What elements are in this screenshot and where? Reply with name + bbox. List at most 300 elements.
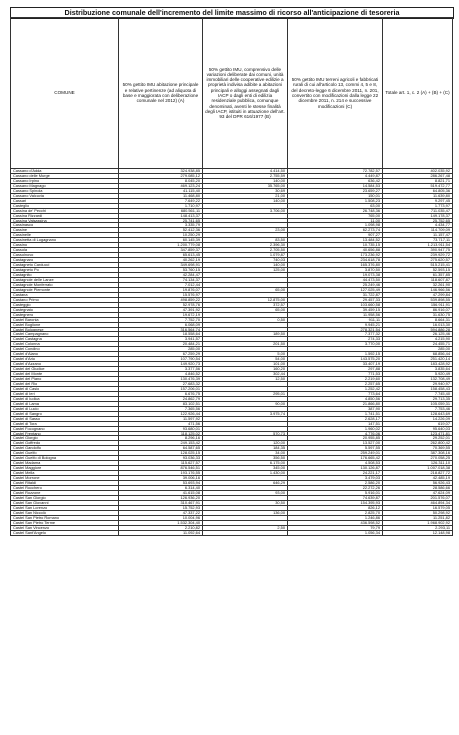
cell-col-a: 3.941,57 (119, 337, 203, 342)
cell-col-c: 2.586,20 (288, 481, 383, 486)
cell-col-c: 2.219,60 (288, 377, 383, 382)
cell-col-b: 83,50 (203, 238, 288, 243)
cell-comune: Castel Focognano (11, 426, 119, 431)
cell-col-b: 101,00 (203, 362, 288, 367)
cell-comune: Castel Rozzone (11, 490, 119, 495)
cell-col-a: 41.115,40 (119, 188, 203, 193)
cell-total: 126.311,10 (383, 461, 453, 466)
cell-comune: Castano Primo (11, 297, 119, 302)
cell-col-c: 4.449,87 (288, 173, 383, 178)
cell-col-c: 3.770,00 (288, 342, 383, 347)
cell-col-b: 23,00 (203, 228, 288, 233)
cell-col-a: 471,56 (119, 421, 203, 426)
cell-col-a: 4.846,52 (119, 372, 203, 377)
cell-total: 11.639,80 (383, 193, 453, 198)
cell-col-c: 1.246,86 (288, 515, 383, 520)
cell-comune: Castel San Niccolò (11, 510, 119, 515)
cell-total: 239.929,72 (383, 253, 453, 258)
cell-col-c: 2.628,17 (288, 416, 383, 421)
cell-col-a: 15.752,93 (119, 505, 203, 510)
cell-col-b: 356,50 (203, 456, 288, 461)
cell-col-b: 2.755,59 (203, 173, 288, 178)
cell-total: 1.968.902,92 (383, 520, 453, 525)
cell-col-a: 7.649,22 (119, 198, 203, 203)
cell-col-a: 6.676,75 (119, 391, 203, 396)
cell-col-b: 65,00 (203, 287, 288, 292)
cell-comune: Castel Madama (11, 461, 119, 466)
cell-total: 390.947,75 (383, 248, 453, 253)
cell-comune: Castel San Vincenzo (11, 525, 119, 530)
cell-col-a: 347.859,37 (119, 248, 203, 253)
cell-total: 29.252,01 (383, 436, 453, 441)
cell-comune: Castel Castagna (11, 337, 119, 342)
cell-comune: Castegnato (11, 307, 119, 312)
header-comune: COMUNE (11, 18, 119, 169)
cell-col-a: 1.532.304,40 (119, 520, 203, 525)
cell-col-b: 372,57 (203, 302, 288, 307)
cell-col-b: 136,00 (203, 510, 288, 515)
cell-col-a: 498.859,22 (119, 297, 203, 302)
cell-total: 56.926,43 (383, 481, 453, 486)
cell-col-b: 4.414,50 (203, 169, 288, 174)
cell-col-b (203, 530, 288, 535)
cell-comune: Castel di Iudica (11, 396, 119, 401)
cell-total: 218.827,72 (383, 471, 453, 476)
cell-col-b: 34,00 (203, 451, 288, 456)
cell-comune: Cassano Magnago (11, 183, 119, 188)
cell-comune: Castel Rocchero (11, 486, 119, 491)
cell-col-b: 54,00 (203, 357, 288, 362)
cell-col-a: 52.412,36 (119, 228, 203, 233)
cell-col-a: 1.710,97 (119, 203, 203, 208)
cell-comune: Castel Condino (11, 347, 119, 352)
cell-total: 402.035,92 (383, 169, 453, 174)
cell-comune: Cassinasco (11, 223, 119, 228)
cell-comune: Castel Mella (11, 471, 119, 476)
cell-col-c: 907,27 (288, 233, 383, 238)
cell-total: 132.708,49 (383, 377, 453, 382)
cell-total: 270.058,25 (383, 456, 453, 461)
cell-comune: Cassina de' Pecchi (11, 208, 119, 213)
cell-comune: Castel di Lama (11, 401, 119, 406)
cell-col-a: 53.760,15 (119, 268, 203, 273)
cell-col-c: 4.850,56 (288, 396, 383, 401)
cell-comune: Cassine (11, 228, 119, 233)
cell-col-c: 1.508,23 (288, 198, 383, 203)
cell-total: 2.293,11 (383, 525, 453, 530)
cell-comune: Castagnole Piemonte (11, 287, 119, 292)
header-col-a: 50% gettito IMU abitazione principale e relative pertinenze (ad aliquota di base e maggiorata con deliberazione comunale nel 2012) (A) (119, 18, 203, 169)
cell-col-a: 680.561,11 (119, 208, 203, 213)
cell-comune: Cassari (11, 198, 119, 203)
cell-total: 29.713,35 (383, 396, 453, 401)
cell-total: 26.125,46 (383, 332, 453, 337)
cell-col-a: 3.335,79 (119, 223, 203, 228)
cell-col-c: 5.597,55 (288, 446, 383, 451)
cell-col-a: 7.365,56 (119, 406, 203, 411)
cell-col-c: 63,00 (288, 203, 383, 208)
cell-total: 183.428,92 (383, 362, 453, 367)
cell-comune: Castel San Lorenzo (11, 505, 119, 510)
cell-col-b: 3.706,00 (203, 208, 288, 213)
cell-col-b: 1.430,00 (203, 471, 288, 476)
cell-col-c: 765,00 (288, 213, 383, 218)
cell-comune: Castel d'Azzano (11, 362, 119, 367)
cell-comune: Castana (11, 292, 119, 297)
cell-total: 1.773,97 (383, 203, 453, 208)
cell-col-c: 2.257,65 (288, 381, 383, 386)
cell-col-b: 140,00 (203, 178, 288, 183)
cell-col-b: 302,44 (203, 372, 288, 377)
cell-col-c: 22.272,26 (288, 486, 383, 491)
cell-total: 12.148,98 (383, 530, 453, 535)
cell-total: 47.299,84 (383, 292, 453, 297)
cell-col-a: 126.936,20 (119, 495, 203, 500)
cell-col-a: 53.693,94 (119, 481, 203, 486)
cell-total: 114.709,09 (383, 228, 453, 233)
cell-total: 539.898,55 (383, 297, 453, 302)
table-header-row (11, 18, 453, 169)
cell-comune: Cassano Spinola (11, 188, 119, 193)
cell-total: 262.800,42 (383, 441, 453, 446)
cell-col-c: 19.073,38 (288, 273, 383, 278)
cell-total: 619,07 (383, 421, 453, 426)
cell-comune: Castel d'Aiano (11, 352, 119, 357)
cell-comune: Castel di Sangro (11, 411, 119, 416)
cell-total: 9.297,45 (383, 198, 453, 203)
cell-comune: Castel del Giudice (11, 367, 119, 372)
cell-col-c: 13.484,52 (288, 238, 383, 243)
cell-col-b: 120,00 (203, 441, 288, 446)
cell-comune: Casteglio (11, 203, 119, 208)
cell-comune: Castel Goffredo (11, 441, 119, 446)
cell-comune: Castel del Rio (11, 381, 119, 386)
cell-comune: Castel di Ieri (11, 391, 119, 396)
cell-col-c: 26.748,36 (288, 208, 383, 213)
cell-col-c: 1.741,51 (288, 411, 383, 416)
cell-total: 31.630,75 (383, 312, 453, 317)
cell-comune: Casteggio (11, 302, 119, 307)
cell-total: 1.213.911,54 (383, 243, 453, 248)
cell-col-c: 14.584,53 (288, 183, 383, 188)
cell-col-a: 8.296,16 (119, 436, 203, 441)
cell-col-c: 13.527,00 (288, 441, 383, 446)
cell-col-a: 18.558,64 (119, 332, 203, 337)
cell-col-b: 140,00 (203, 198, 288, 203)
cell-total: 29.940,97 (383, 381, 453, 386)
cell-col-c: 436.598,52 (288, 520, 383, 525)
cell-col-a: 122.926,44 (119, 411, 203, 416)
cell-col-b: 30,50 (203, 500, 288, 505)
cell-col-c: 79,79 (288, 525, 383, 530)
cell-col-a: 41.615,08 (119, 490, 203, 495)
cell-col-a: 42.284,47 (119, 273, 203, 278)
cell-total: 118.607,87 (383, 277, 453, 282)
cell-comune: Castel San Pietro Romano (11, 515, 119, 520)
cell-col-c: 5.916,01 (288, 490, 383, 495)
cell-comune: Castel del Monte (11, 372, 119, 377)
cell-comune: Cassola (11, 248, 119, 253)
cell-col-a: 39.006,16 (119, 476, 203, 481)
cell-col-b: 6.175,00 (203, 461, 288, 466)
cell-col-a: 324.938,85 (119, 169, 203, 174)
cell-comune: Castel Guelfo (11, 451, 119, 456)
cell-col-a: 876.546,51 (119, 466, 203, 471)
cell-col-b: 2.705,50 (203, 248, 288, 253)
cell-comune: Castel Sant'Angelo (11, 530, 119, 535)
cell-col-a: 469.123,24 (119, 183, 203, 188)
cell-col-c: 143.575,20 (288, 357, 383, 362)
cell-col-c: 103.660,58 (288, 302, 383, 307)
cell-total: 519.472,77 (383, 183, 453, 188)
cell-col-c: 39.459,15 (288, 307, 383, 312)
cell-total: 7.745,40 (383, 391, 453, 396)
cell-col-a: 11.597,92 (119, 416, 203, 421)
cell-total: 285,00 (383, 347, 453, 352)
cell-comune: Castel Campagnano (11, 332, 119, 337)
cell-total: 61.357,85 (383, 273, 453, 278)
cell-comune: Castagnaro (11, 258, 119, 263)
cell-col-c: 20.955,85 (288, 436, 383, 441)
cell-total: 105.059,31 (383, 401, 453, 406)
cell-col-a: 40.262,19 (119, 258, 203, 263)
cell-col-c: 11.958,56 (288, 312, 383, 317)
cell-total: 95.640,03 (383, 426, 453, 431)
cell-col-a: 130.476,39 (119, 377, 203, 382)
cell-col-c: 150,01 (288, 193, 383, 198)
cell-comune: Castagnole delle Lanze (11, 277, 119, 282)
cell-col-a: 6.314,40 (119, 486, 203, 491)
cell-comune: Castel di Lucio (11, 406, 119, 411)
cell-col-a: 27.683,32 (119, 381, 203, 386)
cell-col-c: 826,12 (288, 505, 383, 510)
header-total: Totale art. 1, c. 2 (A) + (B) + (C) (383, 18, 453, 169)
cell-col-a: 19.672,19 (119, 312, 203, 317)
cell-comune: Castel San Pietro Terme (11, 520, 119, 525)
cell-col-b: 3.975,74 (203, 411, 288, 416)
cell-col-b: 160,20 (203, 367, 288, 372)
cell-col-a: 115.627,57 (119, 461, 203, 466)
cell-comune: Castel Giorgio (11, 436, 119, 441)
cell-col-c: 24.221,17 (288, 471, 383, 476)
cell-col-b: 184,35 (203, 446, 288, 451)
cell-comune: Castel Maggiore (11, 466, 119, 471)
cell-comune: Castagneto Po (11, 268, 119, 273)
cell-comune: Castel Gandolfo (11, 446, 119, 451)
cell-col-c: 29.457,33 (288, 297, 383, 302)
cell-total: 5.920,49 (383, 372, 453, 377)
cell-col-a: 3.377,56 (119, 367, 203, 372)
cell-col-a: 6.068,09 (119, 322, 203, 327)
cell-col-a: 52.978,76 (119, 302, 203, 307)
cell-col-a: 64.587,65 (119, 446, 203, 451)
cell-col-c: 278.321,54 (288, 327, 383, 332)
cell-col-c: 130.126,87 (288, 466, 383, 471)
cell-total: 275.620,57 (383, 258, 453, 263)
cell-total: 8.821,71 (383, 178, 453, 183)
cell-col-c: 1.056,34 (288, 530, 383, 535)
cell-comune: Cassolnovo (11, 253, 119, 258)
cell-total: 3.835,64 (383, 367, 453, 372)
cell-col-b: 35.765,00 (203, 183, 288, 188)
cell-total: 251.420,14 (383, 357, 453, 362)
cell-col-c: 9.945,21 (288, 322, 383, 327)
cell-comune: Cassinelle (11, 233, 119, 238)
cell-col-a: 316.564,74 (119, 327, 203, 332)
cell-col-c: 25.249,46 (288, 282, 383, 287)
cell-comune: Cassano Irpino (11, 178, 119, 183)
cell-col-c: 165.376,80 (288, 263, 383, 268)
cell-col-a: 157.206,01 (119, 386, 203, 391)
cell-col-c: 31.722,87 (288, 292, 383, 297)
cell-total: 711.035,47 (383, 208, 453, 213)
cell-total: 464.894,34 (383, 500, 453, 505)
cell-comune: Castel Guelfo di Bologna (11, 456, 119, 461)
cell-col-a: 128.025,15 (119, 451, 203, 456)
cell-col-b: 1.079,87 (203, 253, 288, 258)
cell-total: 594.886,28 (383, 327, 453, 332)
cell-col-c: 154.395,93 (288, 500, 383, 505)
cell-col-a: 47.337,22 (119, 510, 203, 515)
cell-col-a: 19.876,07 (119, 287, 203, 292)
document-title: Distribuzione comunale dell'incremento del limite massimo di ricorso all'anticipazione di tesoreria (10, 7, 454, 19)
cell-col-a: 7.012,44 (119, 282, 203, 287)
cell-total: 515.215,41 (383, 263, 453, 268)
cell-col-a: 8.045,20 (119, 178, 203, 183)
cell-col-b: 345,00 (203, 466, 288, 471)
cell-comune: Cassano d'Adda (11, 169, 119, 174)
cell-col-a: 65.613,45 (119, 253, 203, 258)
header-col-c: 50% gettito IMU terreni agricoli e fabbricati rurali di cui all'articolo 13, commi 4, 5 e 8, del decreto-legge 6 dicembre 2011, n. 201, convertito con modificazioni dalla legge 22 dicembre 2011, n. 214 e successive modificazioni (C) (288, 18, 383, 169)
cell-col-c: 387,90 (288, 406, 383, 411)
cell-total: 4.215,90 (383, 337, 453, 342)
cell-col-a: 148.413,37 (119, 213, 203, 218)
cell-total: 50.298,92 (383, 510, 453, 515)
cell-comune: Castagnito (11, 273, 119, 278)
cell-col-c: 74.639,87 (288, 495, 383, 500)
cell-total: 286.267,48 (383, 173, 453, 178)
cell-col-a: 118.125,02 (119, 431, 203, 436)
cell-col-c: 147,51 (288, 421, 383, 426)
cell-col-b: 125,00 (203, 268, 288, 273)
cell-col-c: 3.479,03 (288, 476, 383, 481)
cell-comune: Castel di Casio (11, 386, 119, 391)
cell-col-c: 1.960,02 (288, 426, 383, 431)
cell-col-b: 12.875,00 (203, 297, 288, 302)
cell-col-c: 176.665,42 (288, 456, 383, 461)
cell-total: 32.261,90 (383, 282, 453, 287)
distribution-table (10, 17, 453, 536)
cell-col-b: 21,00 (203, 193, 288, 198)
cell-col-c: 11,00 (288, 218, 383, 223)
cell-col-c: 40.656,88 (288, 248, 383, 253)
cell-total: 8.664,31 (383, 317, 453, 322)
cell-col-c: 23.659,27 (288, 188, 383, 193)
cell-total: 14.226,09 (383, 416, 453, 421)
header-col-b: 50% gettito IMU, comprensivo delle variazioni deliberate dai comuni, unità immobiliari delle cooperative edilizie a proprietà indivisa adibite a abitazioni principali e alloggi assegnati dagli IACP o dagli enti di edilizia residenziale pubblica, comunque denominati, aventi le stesse finalità degli IACP, istituiti in attuazione dell'art. 93 del DPR 616/1977 (B) (203, 18, 288, 169)
cell-col-a: 349.698,91 (119, 263, 203, 268)
cell-total: 201.576,07 (383, 495, 453, 500)
cell-comune: Castagnole Monferrato (11, 282, 119, 287)
cell-comune: Castel Frentano (11, 431, 119, 436)
cell-col-a: 24.862,79 (119, 396, 203, 401)
cell-col-c: 62.273,74 (288, 228, 383, 233)
cell-col-b: 140,00 (203, 263, 288, 268)
cell-total: 24.455,71 (383, 342, 453, 347)
cell-total: 4.434,77 (383, 223, 453, 228)
cell-total: 1.007.018,38 (383, 466, 453, 471)
cell-col-a: 107.790,54 (119, 357, 203, 362)
cell-col-c: 773,64 (288, 391, 383, 396)
cell-total: 387.308,16 (383, 451, 453, 456)
cell-col-a: 74.134,37 (119, 277, 203, 282)
cell-col-b: 0,50 (203, 317, 288, 322)
cell-col-c: 259.249,01 (288, 451, 383, 456)
cell-col-c: 10.735,15 (288, 243, 383, 248)
cell-col-a: 60.145,39 (119, 238, 203, 243)
cell-col-a: 149.920,73 (119, 362, 203, 367)
cell-col-a: 93.036,33 (119, 456, 203, 461)
cell-total: 25.752,65 (383, 218, 453, 223)
cell-comune: Cassano delle Murge (11, 173, 119, 178)
cell-col-a: 7.752,70 (119, 317, 203, 322)
cell-col-a: 11.092,64 (119, 530, 203, 535)
cell-col-b: 12,50 (203, 377, 288, 382)
cell-comune: Castel di Tora (11, 421, 119, 426)
cell-col-c: 1.098,98 (288, 223, 383, 228)
cell-total: 123.471,81 (383, 431, 453, 436)
cell-col-c: 1.592,15 (288, 352, 383, 357)
cell-col-b: 2,50 (203, 525, 288, 530)
cell-col-c: 7.377,32 (288, 332, 383, 337)
cell-total: 11.157,47 (383, 233, 453, 238)
cell-col-a: 2.210,82 (119, 525, 203, 530)
cell-col-c: 2.825,70 (288, 510, 383, 515)
cell-comune: Castegnero (11, 312, 119, 317)
cell-col-a: 1.200.779,08 (119, 243, 203, 248)
cell-comune: Castel Morrone (11, 476, 119, 481)
cell-col-b: 90,00 (203, 401, 288, 406)
cell-col-a: 83.102,51 (119, 401, 203, 406)
cell-col-c: 274,33 (288, 337, 383, 342)
cell-col-c: 3.870,50 (288, 268, 383, 273)
cell-col-c: 636,42 (288, 178, 383, 183)
cell-comune: Castel di Sasso (11, 416, 119, 421)
table-body (11, 169, 453, 536)
cell-col-c: 911,11 (288, 317, 383, 322)
cell-col-b: 570,73 (203, 431, 288, 436)
cell-col-b: 30,69 (203, 188, 288, 193)
cell-total: 128.643,69 (383, 411, 453, 416)
cell-total: 16.579,05 (383, 505, 453, 510)
cell-total: 7.753,46 (383, 406, 453, 411)
cell-comune: Castel Colonna (11, 342, 119, 347)
cell-col-c: 173.236,92 (288, 253, 383, 258)
table-row (11, 530, 453, 535)
cell-col-a: 20.484,21 (119, 342, 203, 347)
cell-col-a: 47.391,92 (119, 307, 203, 312)
cell-total: 86.916,07 (383, 307, 453, 312)
cell-col-a: 193.176,55 (119, 471, 203, 476)
cell-comune: Cassino (11, 243, 119, 248)
cell-comune: Cassina Valsassina (11, 218, 119, 223)
cell-comune: Castel del Piano (11, 377, 119, 382)
cell-col-c: 21.866,80 (288, 401, 383, 406)
cell-col-c: 4.776,06 (288, 431, 383, 436)
cell-col-c: 44.473,50 (288, 277, 383, 282)
cell-col-b: 2.396,30 (203, 243, 288, 248)
cell-col-a: 93.680,01 (119, 426, 203, 431)
